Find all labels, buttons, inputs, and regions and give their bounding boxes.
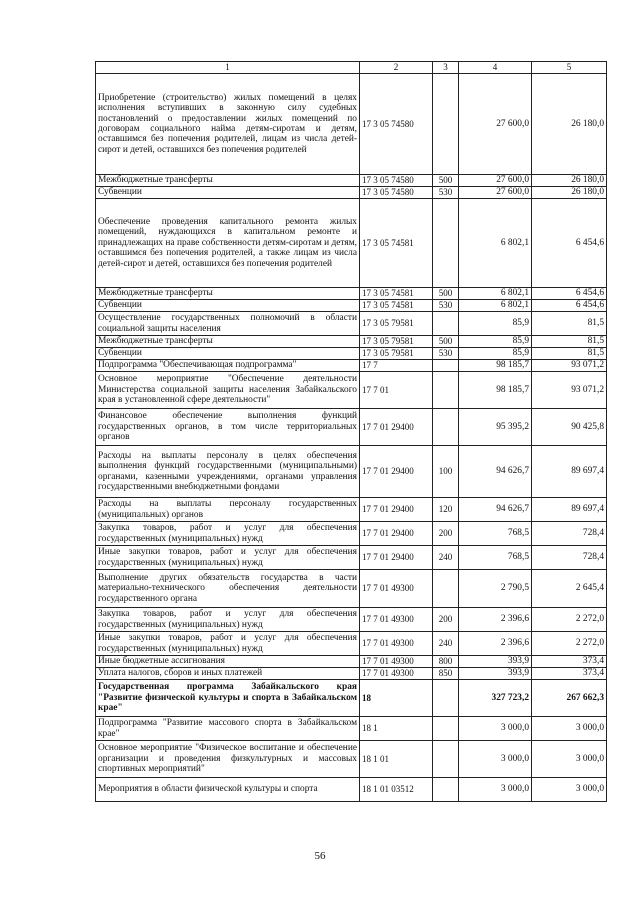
row-expense-type [433,74,459,175]
table-row [96,608,607,632]
table-row [96,656,607,668]
row-value-year-1: 95 395,2 [459,409,532,446]
row-name: Осуществление государственных полномочий в области социальной защиты населения [96,312,360,336]
row-name: Межбюджетные трансферты [96,288,360,300]
row-code: 17 7 01 29400 [360,546,433,570]
row-code: 17 7 01 49300 [360,632,433,656]
column-number-4: 4 [459,62,532,74]
row-value-year-1: 27 600,0 [459,175,532,187]
row-code: 17 3 05 74580 [360,175,433,187]
row-value-year-2: 3 000,0 [532,717,607,741]
row-expense-type [433,778,459,802]
row-name: Межбюджетные трансферты [96,175,360,187]
row-value-year-2: 26 180,0 [532,175,607,187]
row-code: 17 3 05 74581 [360,199,433,288]
row-expense-type [433,360,459,372]
row-value-year-2: 6 454,6 [532,199,607,288]
row-value-year-2: 81,5 [532,348,607,360]
row-name: Субвенции [96,187,360,199]
row-value-year-2: 81,5 [532,312,607,336]
table-body [96,74,607,802]
row-code: 17 7 [360,360,433,372]
row-value-year-2: 26 180,0 [532,74,607,175]
row-expense-type [433,409,459,446]
column-number-5: 5 [532,62,607,74]
row-value-year-1: 98 185,7 [459,372,532,409]
row-name: Расходы на выплаты персоналу государственных (муниципальных) органов [96,498,360,522]
table-row [96,199,607,288]
row-name: Мероприятия в области физической культуры и спорта [96,778,360,802]
row-expense-type [433,199,459,288]
row-value-year-2: 373,4 [532,668,607,680]
row-value-year-2: 373,4 [532,656,607,668]
row-expense-type [433,372,459,409]
row-value-year-2: 728,4 [532,546,607,570]
row-name: Подпрограмма "Развитие массового спорта в Забайкальском крае" [96,717,360,741]
row-name: Финансовое обеспечение выполнения функций государственных органов, в том числе территориальных органов [96,409,360,446]
row-value-year-2: 90 425,8 [532,409,607,446]
row-value-year-1: 768,5 [459,522,532,546]
row-expense-type: 850 [433,668,459,680]
row-expense-type [433,312,459,336]
row-code: 17 3 05 79581 [360,336,433,348]
row-name: Уплата налогов, сборов и иных платежей [96,668,360,680]
row-value-year-1: 2 790,5 [459,570,532,608]
row-value-year-2: 6 454,6 [532,288,607,300]
row-value-year-1: 2 396,6 [459,632,532,656]
row-name: Субвенции [96,300,360,312]
table-row [96,668,607,680]
row-value-year-2: 93 071,2 [532,360,607,372]
table-header-row [96,62,607,74]
row-code: 17 7 01 29400 [360,409,433,446]
row-name: Основное мероприятие "Обеспечение деятельности Министерства социальной защиты населения Забайкальского края в установленной сфере деятельности" [96,372,360,409]
row-value-year-2: 81,5 [532,336,607,348]
row-value-year-2: 89 697,4 [532,498,607,522]
row-value-year-1: 768,5 [459,546,532,570]
row-value-year-2: 267 662,3 [532,680,607,717]
row-value-year-2: 2 272,0 [532,632,607,656]
row-code: 17 7 01 29400 [360,498,433,522]
row-name: Приобретение (строительство) жилых помещений в целях исполнения вступивших в законную силу судебных постановлений о предоставлении жилых помещений по договорам социального найма детям-сиротам и детям, оставшимся без попечения родителей, лицам из числа детей-сирот и детей, оставшихся без попечения родителей [96,74,360,175]
row-name: Иные бюджетные ассигнования [96,656,360,668]
row-code: 17 7 01 49300 [360,656,433,668]
row-expense-type [433,570,459,608]
row-value-year-1: 6 802,1 [459,288,532,300]
row-value-year-1: 94 626,7 [459,446,532,498]
table-row [96,409,607,446]
row-name: Закупка товаров, работ и услуг для обеспечения государственных (муниципальных) нужд [96,522,360,546]
row-expense-type [433,717,459,741]
row-value-year-2: 3 000,0 [532,741,607,778]
budget-page [95,61,606,802]
table-row [96,336,607,348]
column-number-2: 2 [360,62,433,74]
column-number-1: 1 [96,62,360,74]
row-expense-type: 240 [433,632,459,656]
table-row [96,312,607,336]
row-name: Межбюджетные трансферты [96,336,360,348]
table-row [96,300,607,312]
row-name: Иные закупки товаров, работ и услуг для обеспечения государственных (муниципальных) нужд [96,546,360,570]
row-expense-type: 200 [433,608,459,632]
row-expense-type: 500 [433,288,459,300]
row-code: 17 3 05 79581 [360,312,433,336]
row-name: Субвенции [96,348,360,360]
row-value-year-1: 94 626,7 [459,498,532,522]
table-row [96,187,607,199]
row-code: 18 1 01 03512 [360,778,433,802]
row-name: Государственная программа Забайкальского края "Развитие физической культуры и спорта в Забайкальском крае" [96,680,360,717]
row-code: 17 3 05 74580 [360,74,433,175]
row-value-year-2: 3 000,0 [532,778,607,802]
row-code: 17 7 01 49300 [360,608,433,632]
table-row [96,741,607,778]
table-row [96,522,607,546]
row-value-year-1: 393,9 [459,656,532,668]
row-value-year-1: 27 600,0 [459,74,532,175]
row-value-year-1: 3 000,0 [459,741,532,778]
row-expense-type: 500 [433,175,459,187]
table-row [96,372,607,409]
row-code: 17 7 01 49300 [360,570,433,608]
table-row [96,680,607,717]
table-row [96,74,607,175]
row-value-year-1: 393,9 [459,668,532,680]
row-value-year-2: 728,4 [532,522,607,546]
table-row [96,498,607,522]
row-name: Расходы на выплаты персоналу в целях обеспечения выполнения функций государственными (муниципальными) органами, казенными учреждениями, органами управления государственными внебюджетными фондами [96,446,360,498]
table-row [96,288,607,300]
row-name: Выполнение других обязательств государства в части материально-технического обеспечения деятельности государственного органа [96,570,360,608]
row-code: 17 3 05 74581 [360,300,433,312]
row-expense-type: 100 [433,446,459,498]
row-code: 17 7 01 [360,372,433,409]
table-row [96,632,607,656]
row-code: 17 3 05 74581 [360,288,433,300]
table-row [96,446,607,498]
page-number: 56 [314,850,326,862]
table-row [96,778,607,802]
row-value-year-2: 2 272,0 [532,608,607,632]
row-value-year-1: 2 396,6 [459,608,532,632]
row-value-year-2: 89 697,4 [532,446,607,498]
row-value-year-1: 85,9 [459,348,532,360]
row-expense-type: 120 [433,498,459,522]
table-row [96,360,607,372]
row-code: 18 1 [360,717,433,741]
row-name: Основное мероприятие "Физическое воспитание и обеспечение организации и проведения физкультурных и массовых спортивных мероприятий" [96,741,360,778]
row-value-year-2: 2 645,4 [532,570,607,608]
row-expense-type: 530 [433,300,459,312]
row-code: 17 3 05 79581 [360,348,433,360]
row-code: 18 1 01 [360,741,433,778]
row-value-year-1: 85,9 [459,336,532,348]
row-value-year-1: 85,9 [459,312,532,336]
row-value-year-2: 93 071,2 [532,372,607,409]
row-expense-type: 500 [433,336,459,348]
row-name: Подпрограмма "Обеспечивающая подпрограмма" [96,360,360,372]
row-value-year-1: 327 723,2 [459,680,532,717]
budget-table [95,61,607,802]
row-code: 18 [360,680,433,717]
row-value-year-1: 6 802,1 [459,199,532,288]
column-number-3: 3 [433,62,459,74]
row-value-year-1: 3 000,0 [459,778,532,802]
row-expense-type: 530 [433,348,459,360]
row-value-year-2: 6 454,6 [532,300,607,312]
table-row [96,348,607,360]
table-row [96,546,607,570]
row-expense-type: 530 [433,187,459,199]
row-expense-type [433,741,459,778]
row-code: 17 7 01 29400 [360,446,433,498]
row-value-year-2: 26 180,0 [532,187,607,199]
row-value-year-1: 98 185,7 [459,360,532,372]
row-code: 17 7 01 49300 [360,668,433,680]
table-row [96,175,607,187]
row-name: Иные закупки товаров, работ и услуг для обеспечения государственных (муниципальных) нужд [96,632,360,656]
row-value-year-1: 6 802,1 [459,300,532,312]
row-expense-type [433,680,459,717]
row-code: 17 3 05 74580 [360,187,433,199]
row-name: Обеспечение проведения капитального ремонта жилых помещений, нуждающихся в капитальном ремонте и принадлежащих на праве собственности детям-сиротам и детям, оставшимся без попечения родителей, а также лицам из числа детей-сирот и детей, оставшихся без попечения родителей [96,199,360,288]
row-value-year-1: 27 600,0 [459,187,532,199]
table-row [96,570,607,608]
row-expense-type: 800 [433,656,459,668]
row-value-year-1: 3 000,0 [459,717,532,741]
row-name: Закупка товаров, работ и услуг для обеспечения государственных (муниципальных) нужд [96,608,360,632]
row-expense-type: 200 [433,522,459,546]
table-row [96,717,607,741]
row-code: 17 7 01 29400 [360,522,433,546]
row-expense-type: 240 [433,546,459,570]
